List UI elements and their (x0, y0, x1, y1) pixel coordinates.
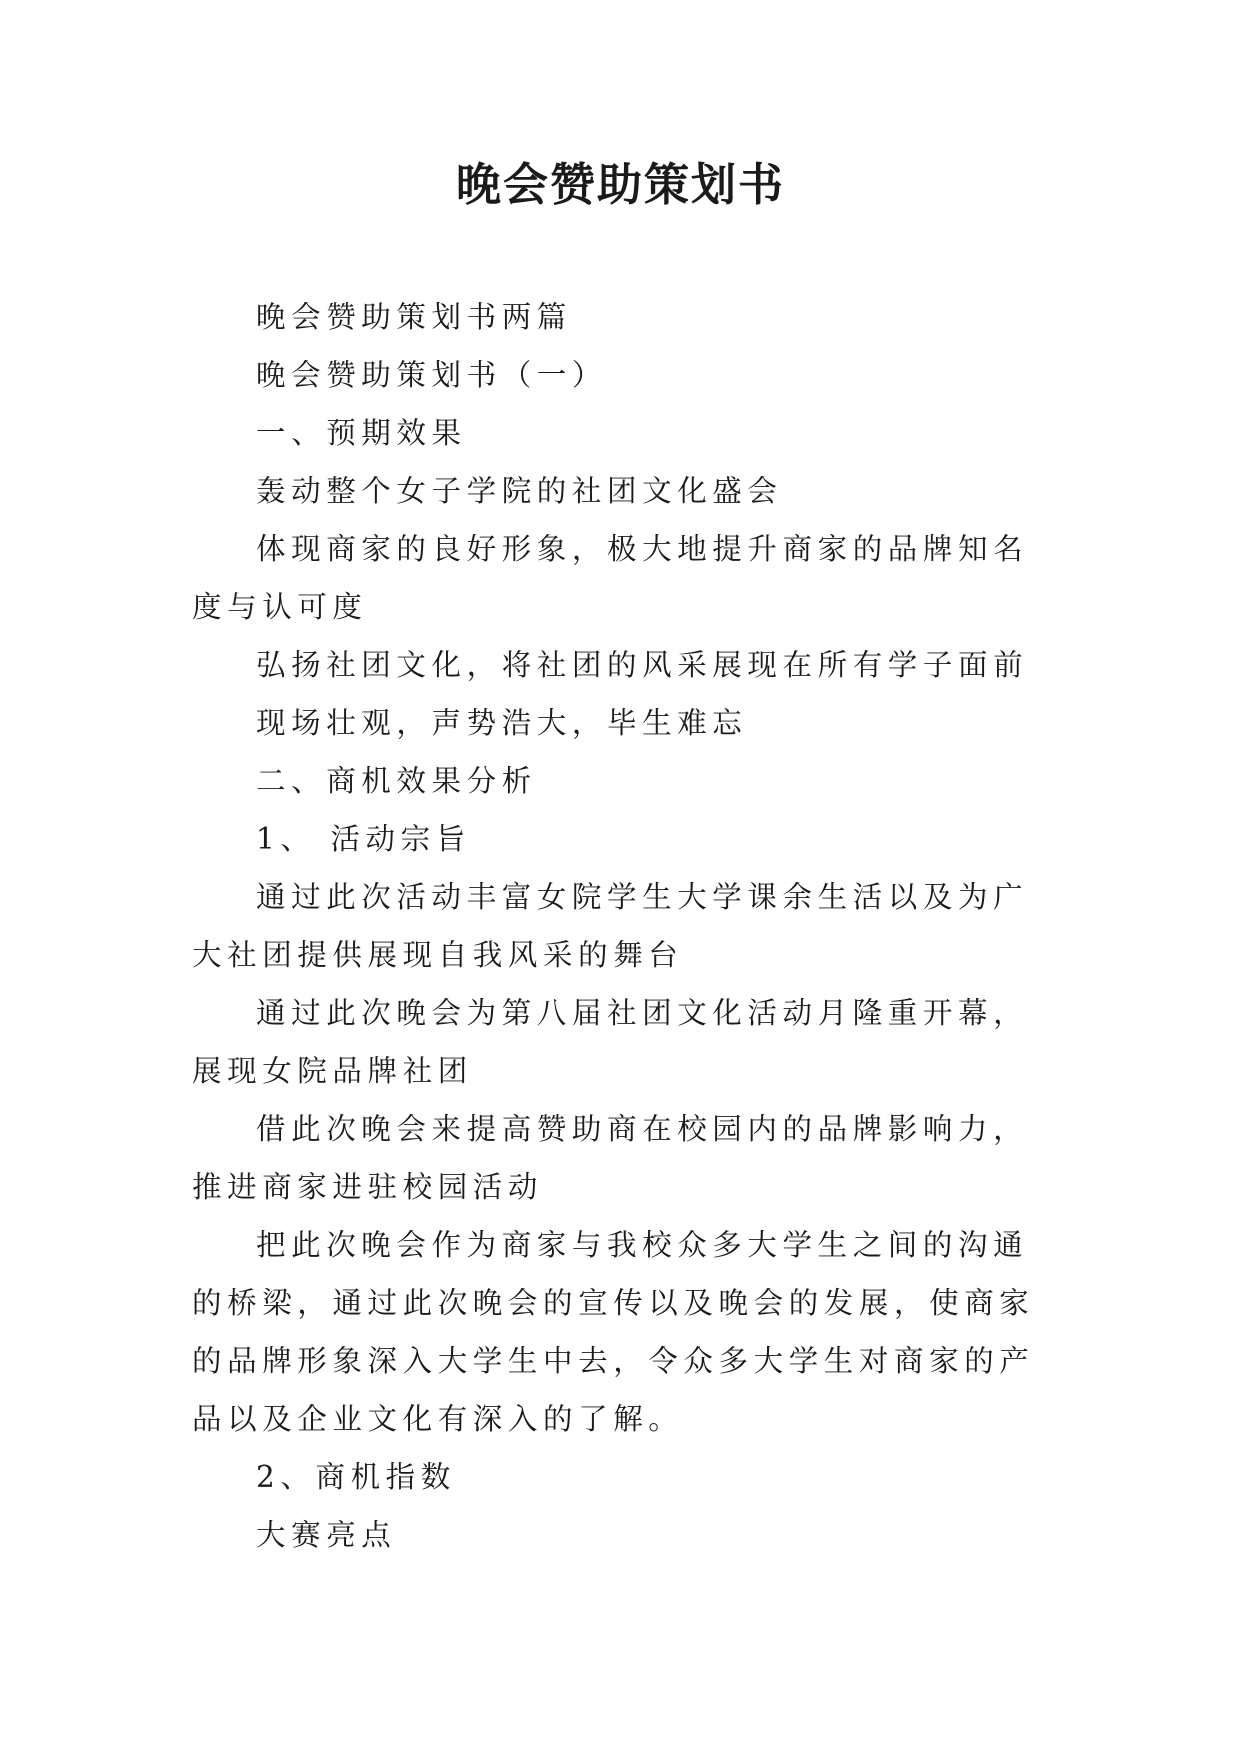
paragraph: 晚会赞助策划书两篇 (256, 300, 572, 334)
document-title: 晚会赞助策划书 (455, 158, 785, 211)
section-heading: 一、预期效果 (256, 416, 467, 450)
section-heading: 二、商机效果分析 (256, 764, 537, 798)
paragraph: 轰动整个女子学院的社团文化盛会 (256, 474, 783, 508)
paragraph: 现场壮观，声势浩大，毕生难忘 (256, 706, 748, 740)
paragraph: 借此次晚会来提高赞助商在校园内的品牌影响力，推进商家进驻校园活动 (192, 1112, 1029, 1204)
subsection-heading: 1、 活动宗旨 (256, 822, 471, 856)
paragraph: 体现商家的良好形象，极大地提升商家的品牌知名度与认可度 (192, 532, 1029, 624)
paragraph: 晚会赞助策划书（一） (256, 358, 608, 392)
paragraph: 把此次晚会作为商家与我校众多大学生之间的沟通的桥梁，通过此次晚会的宣传以及晚会的发展，使商家的品牌形象深入大学生中去，令众多大学生对商家的产品以及企业文化有深入的了解。 (192, 1228, 1035, 1436)
paragraph: 大赛亮点 (256, 1518, 397, 1552)
paragraph: 通过此次晚会为第八届社团文化活动月隆重开幕，展现女院品牌社团 (192, 996, 1029, 1088)
paragraph: 弘扬社团文化，将社团的风采展现在所有学子面前 (256, 648, 1029, 682)
document-body (192, 288, 1052, 1564)
subsection-heading: 2、商机指数 (256, 1460, 456, 1494)
paragraph: 通过此次活动丰富女院学生大学课余生活以及为广大社团提供展现自我风采的舞台 (192, 880, 1029, 972)
